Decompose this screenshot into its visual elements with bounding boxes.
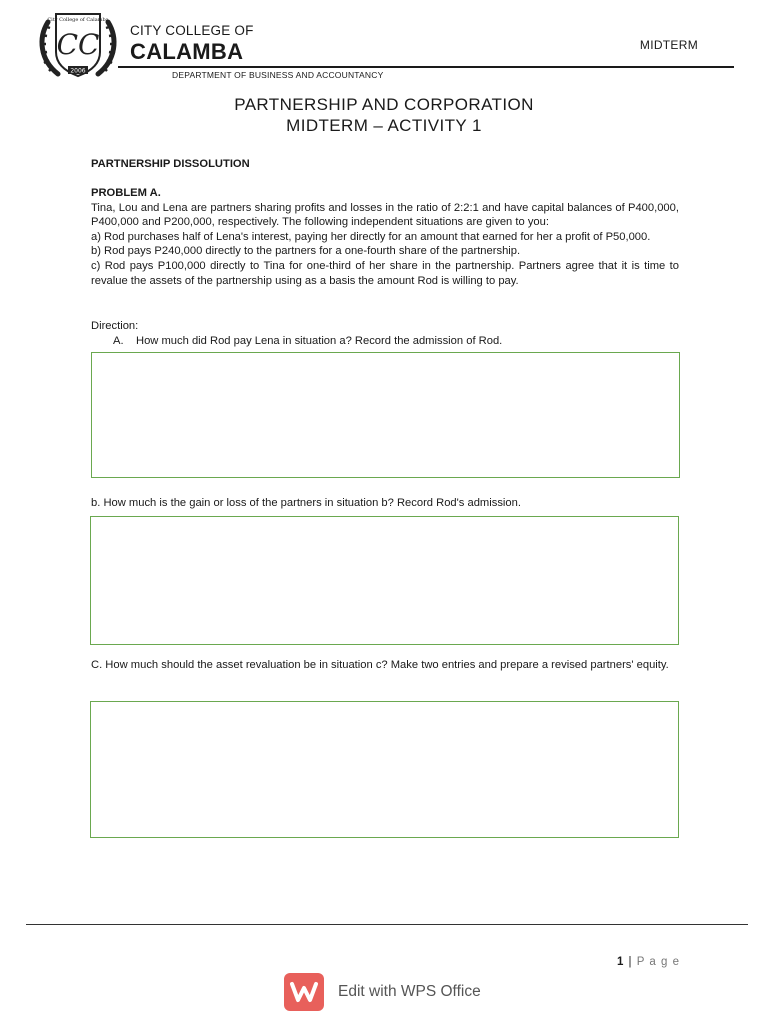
college-name-line2: CALAMBA <box>130 39 244 64</box>
situation-c: c) Rod pays P100,000 directly to Tina for one-third of her share in the partnership. Partners agree that it is time to revalue the assets of the partnership using as a basis the amount Rod is willing to pay. <box>91 259 679 287</box>
problem-heading: PROBLEM A. <box>91 187 161 199</box>
answer-box-a[interactable] <box>91 352 680 478</box>
section-heading: PARTNERSHIP DISSOLUTION <box>91 158 250 170</box>
svg-text:City College of Calamba: City College of Calamba <box>47 17 109 23</box>
department-name: DEPARTMENT OF BUSINESS AND ACCOUNTANCY <box>172 70 384 80</box>
question-a-marker: A. <box>113 335 124 347</box>
page-word: P a g e <box>636 956 680 968</box>
exam-tag: MIDTERM <box>639 38 698 52</box>
document-title-line2: MIDTERM – ACTIVITY 1 <box>286 116 482 135</box>
college-seal-logo <box>36 10 120 80</box>
answer-box-c[interactable] <box>90 701 679 838</box>
wps-office-icon[interactable] <box>284 973 324 1011</box>
situation-a: a) Rod purchases half of Lena's interest, paying her directly for an amount that earned for her a profit of P50,000. <box>91 230 651 243</box>
situation-b: b) Rod pays P240,000 directly to the partners for a one-fourth share of the partnership. <box>91 245 521 258</box>
footer-divider <box>26 924 748 925</box>
page-number-label <box>617 956 680 968</box>
document-title-line1: PARTNERSHIP AND CORPORATION <box>234 95 534 114</box>
problem-text: Tina, Lou and Lena are partners sharing profits and losses in the ratio of 2:2:1 and have capital balances of P400,000, P400,000 and P200,000, respectively. The following independent situations are given to you: <box>91 201 679 229</box>
wps-w-glyph-icon <box>284 973 324 1011</box>
header-divider <box>118 66 734 68</box>
question-a: How much did Rod pay Lena in situation a? Record the admission of Rod. <box>136 335 503 347</box>
college-name-line1: CITY COLLEGE OF <box>130 23 254 38</box>
answer-box-b[interactable] <box>90 516 679 645</box>
question-c: C. How much should the asset revaluation be in situation c? Make two entries and prepare a revised partners' equity. <box>91 659 669 671</box>
svg-text:2006: 2006 <box>70 67 86 75</box>
page-number: 1 <box>616 956 625 968</box>
problem-block <box>91 186 679 288</box>
page-separator: | <box>628 956 633 968</box>
direction-label: Direction: <box>91 320 139 332</box>
svg-text:CC: CC <box>56 28 100 61</box>
wps-edit-link[interactable]: Edit with WPS Office <box>338 983 481 1000</box>
question-b: b. How much is the gain or loss of the partners in situation b? Record Rod's admission. <box>91 497 521 509</box>
